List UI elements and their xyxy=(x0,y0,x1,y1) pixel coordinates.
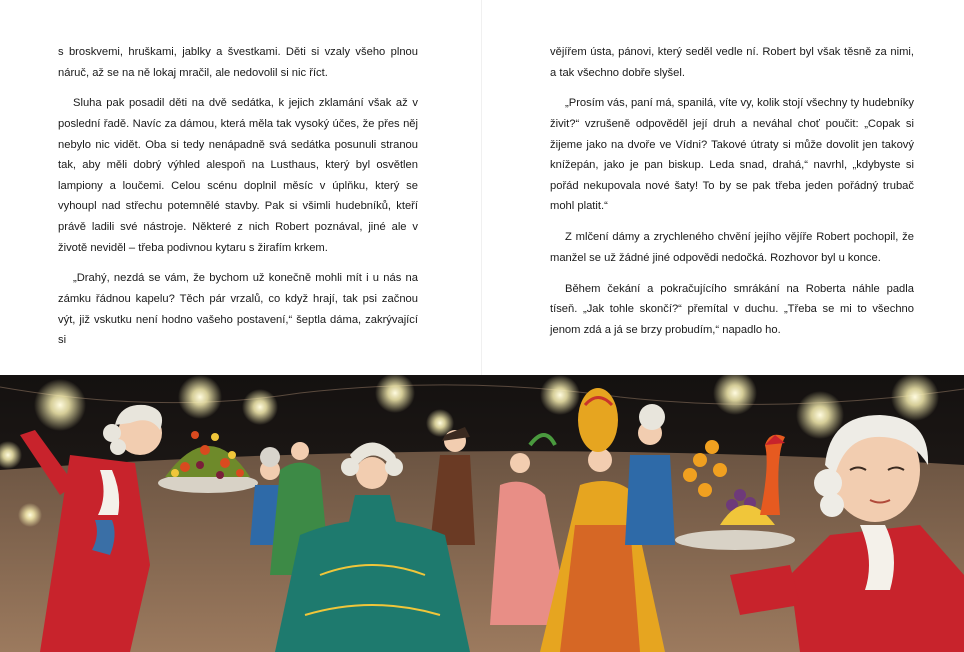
paragraph: Sluha pak posadil děti na dvě sedátka, k jejich zklamání však až v poslední řadě. Navíc za dámou, která měla tak vysoký účes, že přes něj nebylo nic vidět. Oba si tedy nenápadně svá sedátka posunuli stranou tak, aby měli dobrý výhled alespoň na Lusthaus, který byl osvětlen lampiony a loučemi. Celou scénu doplnil měsíc v úplňku, který se vyhoupl nad střechu potemnělé stavby. Pak si všimli hudebníků, kteří právě ladili své nástroje. Některé z nich Robert poznával, jiné ale v životě neviděl – třeba podivnou kytaru s žirafím krkem. xyxy=(58,97,418,254)
right-text-column xyxy=(550,42,914,350)
paragraph: „Prosím vás, paní má, spanilá, víte vy, kolik stojí všechny ty hudebníky živit?“ vzrušeně odpověděl její druh a neváhal choť poučit: „Copak si žijeme jako na dvoře ve Vídni? Takové útraty si může dovolit jen takový knížepán, jako je pan biskup. Leda snad, drahá,“ navrhl, „kdybyste si pořád nekupovala nové šaty! To by se pak třeba jeden pořádný trubač mohl platit.“ xyxy=(550,97,914,213)
right-page xyxy=(482,0,964,375)
left-page xyxy=(0,0,482,375)
paragraph: s broskvemi, hruškami, jablky a švestkami. Děti si vzaly všeho plnou náruč, až se na ně lokaj mračil, ale nedovolil si nic říct. xyxy=(58,46,418,79)
paragraph: „Drahý, nezdá se vám, že bychom už konečně mohli mít i u nás na zámku řádnou kapelu? Těch pár vrzalů, co když hrají, tak psi začnou výt, již vskutku není hodno vašeho postavení,“ šeptla dáma, zakrývající si xyxy=(58,272,418,347)
illustration-scene xyxy=(0,375,964,652)
paragraph: vějířem ústa, pánovi, který seděl vedle ní. Robert byl však těsně za nimi, a tak všechno dobře slyšel. xyxy=(550,46,914,79)
paragraph: Během čekání a pokračujícího smrákání na Roberta náhle padla tíseň. „Jak tohle skončí?“ přemítal v duchu. „Třeba se mi to všechno jenom zdá a já se brzy probudím,“ napadlo ho. xyxy=(550,282,914,336)
ball-illustration xyxy=(0,375,964,652)
paragraph: Z mlčení dámy a zrychleného chvění jejího vějíře Robert pochopil, že manžel se už žádné jiné odpovědi nedočká. Rozhovor byl u konce. xyxy=(550,231,914,264)
left-text-column xyxy=(58,42,418,361)
